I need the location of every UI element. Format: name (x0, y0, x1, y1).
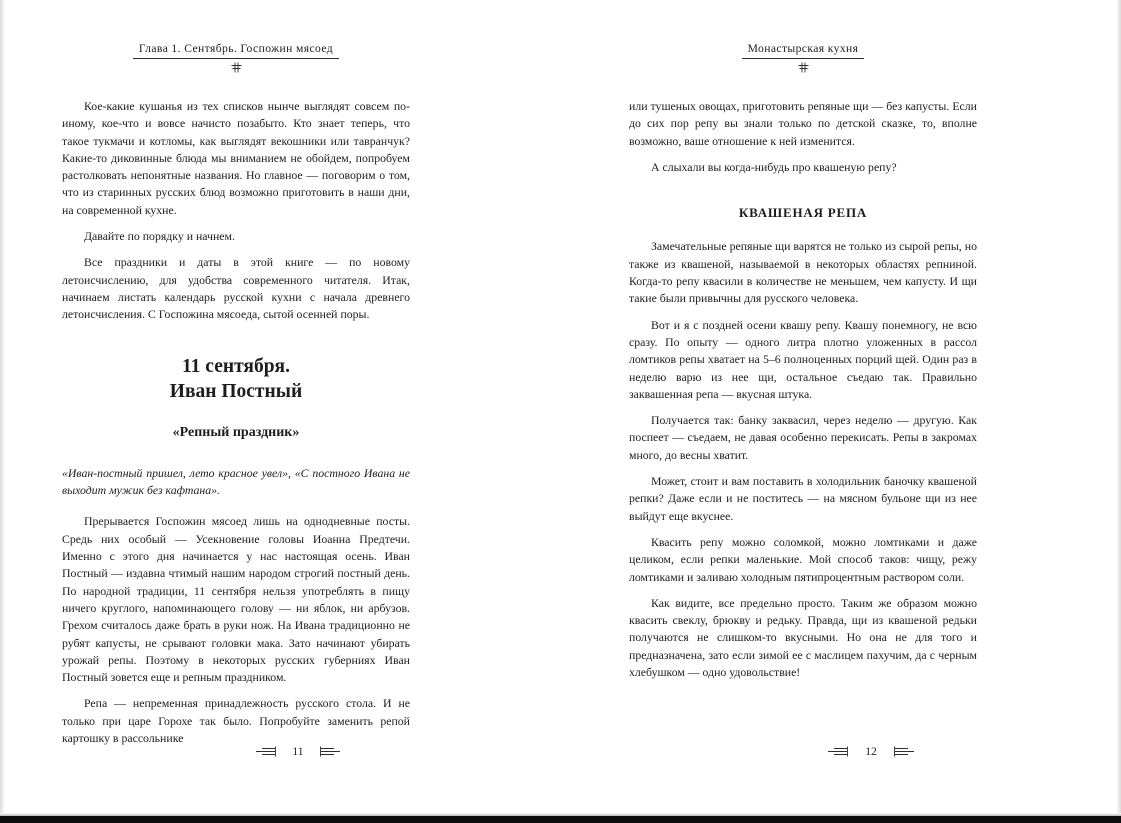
page-number: 11 (292, 744, 304, 758)
paragraph: Квасить репу можно соломкой, можно ломтиками и даже целиком, если репки маленькие. Мой способ таков: чищу, режу ломтиками и заливаю холодным пятипроцентным раствором соли. (629, 534, 977, 584)
right-page (561, 0, 1121, 810)
paragraph: Репа — непременная принадлежность русского стола. И не только при царе Горохе так было. Попробуйте заменить репой картошку в рассольнике (62, 696, 410, 746)
running-head-left-text: Глава 1. Сентябрь. Госпожин мясоед (133, 42, 339, 59)
paragraph: Как видите, все предельно просто. Таким же образом можно квасить свеклу, брюкву и редьку. Правда, щи из квашеной редьки получаются не слишком-то вкусными. Но она не для того и предназначена, зато если зимой ее с маслицем пахучим, да с черным хлебушком — одно удовольствие! (629, 595, 977, 680)
paragraph: Может, стоит и вам поставить в холодильник баночку квашеной репки? Даже если и не поститесь — на мясном бульоне щи из нее выйдут еще вкуснее. (629, 474, 977, 523)
page-edge-right (1116, 0, 1121, 813)
section-date-heading (62, 354, 410, 404)
page-number-flourish-right-icon (892, 746, 916, 757)
paragraph: Все праздники и даты в этой книге — по новому летоисчислению, для удобства современного читателя. Итак, начинаем листать календарь русской кухни с начала древнего летоисчисления. С Госпожина мясоеда, сытой осенней поры. (62, 255, 410, 322)
epigraph: «Иван-постный пришел, лето красное увел», «С постного Ивана не выходит мужик без кафтана». (62, 465, 410, 498)
page-edge-left (0, 0, 5, 813)
section-mark-icon (629, 62, 977, 74)
left-page (0, 0, 560, 810)
page-footer-left (124, 744, 472, 758)
paragraph: Вот и я с поздней осени квашу репу. Квашу понемногу, не всю сразу. По опыту — одного литра плотно уложенных в рассол ломтиков репы хватает на 5–6 полноценных порций щей. Один раз в неделю варю из нее щи, остальное съедаю так. Правильно заквашенная репа — вкусная штука. (629, 317, 977, 401)
screen-bottom-edge (0, 816, 1121, 823)
left-page-body (62, 98, 410, 747)
paragraph: Давайте по порядку и начнем. (84, 229, 235, 244)
paragraph-continuation: или тушеных овощах, приготовить репяные щи — без капусты. Если до сих пор репу вы знали только по детской сказке, то, вполне возможно, ваше отношение к ней изменится. (629, 99, 977, 148)
running-head-right (629, 42, 977, 59)
right-page-body (629, 98, 977, 681)
running-head-left (62, 42, 410, 59)
paragraph: Получается так: банку заквасил, через неделю — другую. Как поспеет — съедаем, не давая особенно перекисать. Репы в закромах много, до весны хватит. (629, 413, 977, 462)
page-number-flourish-left-icon (254, 746, 278, 757)
section-mark-icon (62, 62, 410, 74)
page-number-flourish-right-icon (318, 746, 342, 757)
section-date-line1: 11 сентября. (182, 355, 290, 377)
recipe-heading: КВАШЕНАЯ РЕПА (738, 205, 868, 221)
section-date-line2: Иван Постный (169, 380, 303, 402)
paragraph: Прерывается Госпожин мясоед лишь на однодневные посты. Средь них особый — Усекновение головы Иоанна Предтечи. Именно с этого дня начинается у нас настоящая осень. Иван Постный — издавна чтимый нашим народом строгий постный день. По народной традиции, 11 сентября нельзя употреблять в пищу ничего круглого, напоминающего голову — ни яблок, ни арбузов. Грехом считалось даже брать в руки нож. На Ивана традиционно не рубят капусты, не срывают головки мака. Зато начинают убирать урожай репы. Поэтому в некоторых русских губерниях Иван Постный зовется еще и репным праздником. (62, 514, 410, 685)
page-number: 12 (865, 744, 877, 758)
subsection-title: «Репный праздник» (172, 424, 300, 440)
page-footer-right (697, 744, 1045, 758)
paragraph: Кое-какие кушанья из тех списков нынче выглядят совсем по-иному, кое-что и вовсе начисто позабыто. Кто знает теперь, что такое тукмачи и котломы, как выглядят векошники или тавранчук? Какие-то диковинные блюда мы вниманием не обойдем, попробуем растолковать непонятные названия. Но главное — поговорим о том, что из старинных русских блюд возможно приготовить в наши дни, на современной кухне. (62, 99, 410, 217)
paragraph: Замечательные репяные щи варятся не только из сырой репы, но также из квашеной, называемой в некоторых областях репниной. Когда-то репу квасили в количестве не меньшем, чем капусту. И щи такие были привычны для русского человека. (629, 239, 977, 306)
paragraph: А слыхали вы когда-нибудь про квашеную репу? (651, 159, 897, 174)
page-number-flourish-left-icon (826, 746, 850, 757)
running-head-right-text: Монастырская кухня (742, 42, 865, 59)
